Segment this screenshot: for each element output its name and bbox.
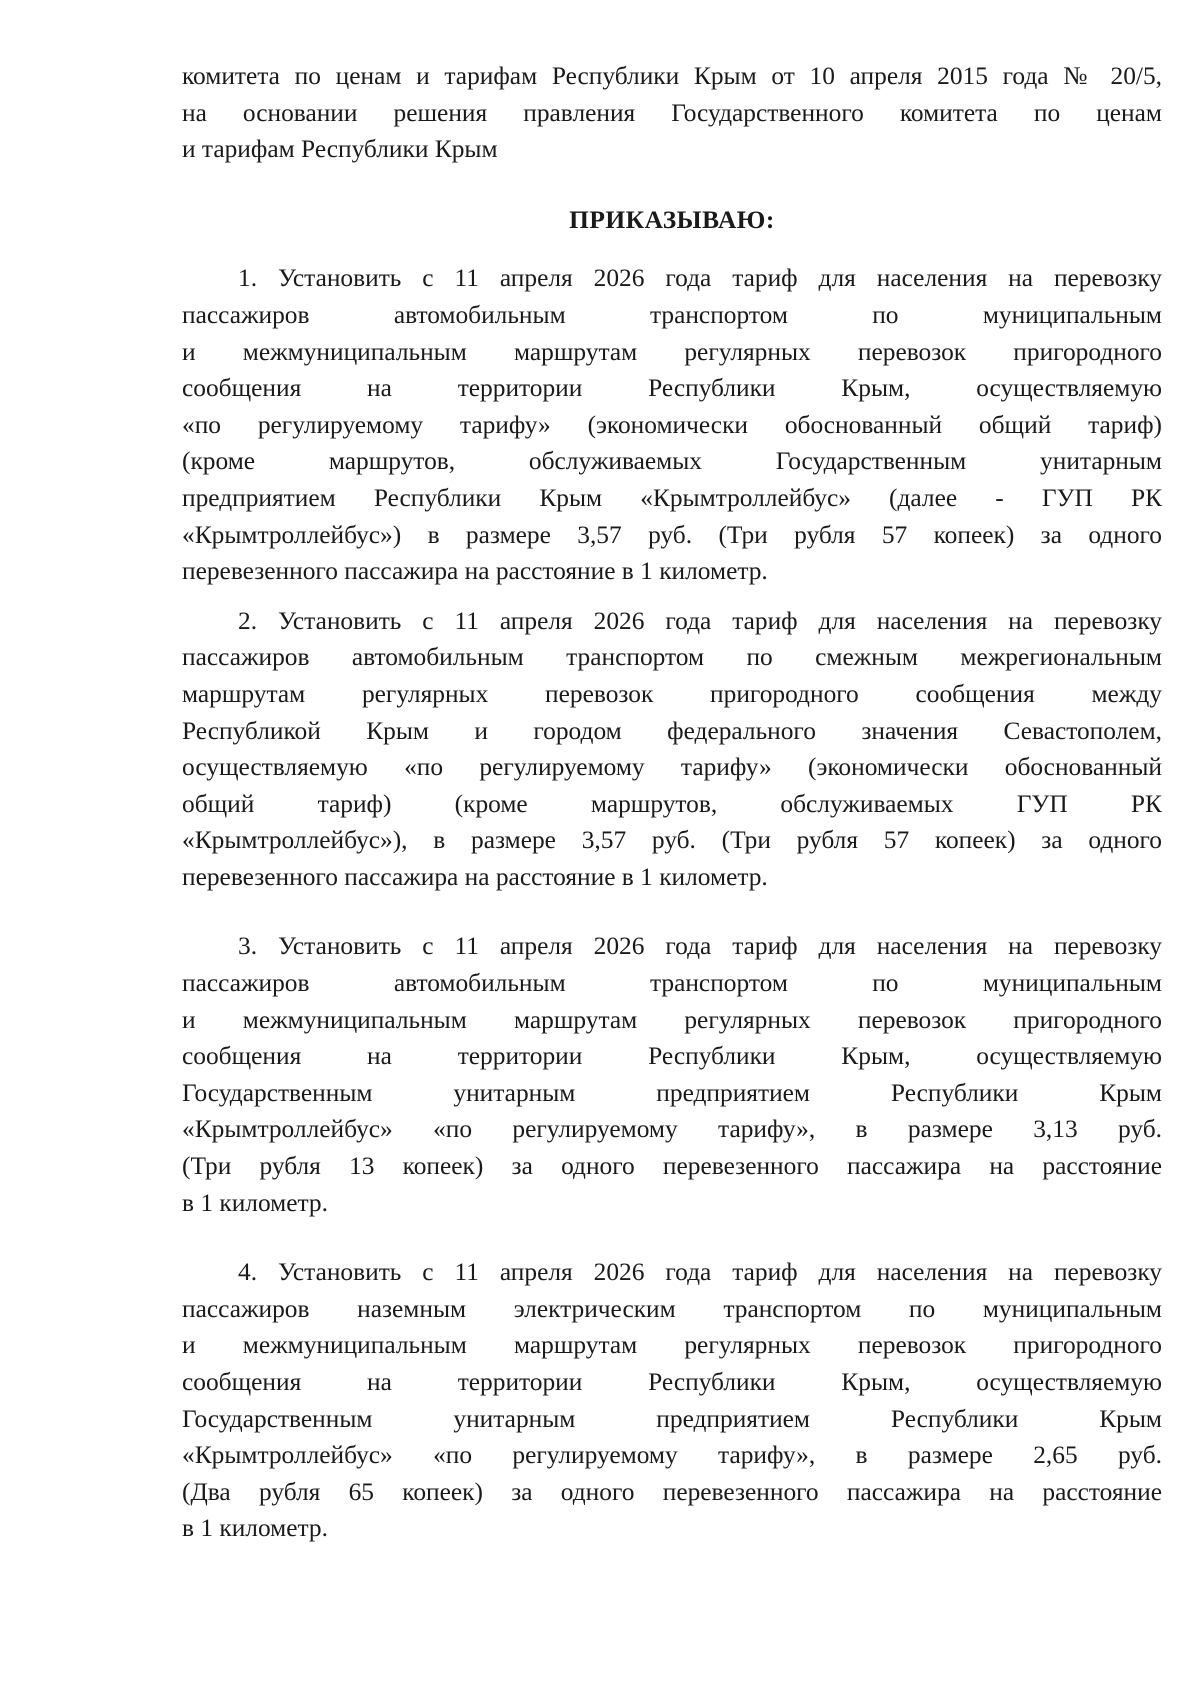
text-line: в 1 километр. xyxy=(182,1188,328,1217)
text-line: «Крымтроллейбус» «по регулируемому тарифу», в размере 2,65 руб. xyxy=(182,1441,1162,1470)
text-line: «Крымтроллейбус»), в размере 3,57 руб. (Три рубля 57 копеек) за одного xyxy=(182,826,1162,855)
text-line: на основании решения правления Государственного комитета по ценам xyxy=(182,98,1162,127)
text-line: пассажиров автомобильным транспортом по смежным межрегиональным xyxy=(182,643,1162,672)
text-line: «Крымтроллейбус») в размере 3,57 руб. (Три рубля 57 копеек) за одного xyxy=(182,520,1162,549)
text-line: «Крымтроллейбус» «по регулируемому тарифу», в размере 3,13 руб. xyxy=(182,1115,1162,1144)
item-paragraph-1 xyxy=(182,260,1162,589)
text-line: 3. Установить с 11 апреля 2026 года тариф для населения на перевозку xyxy=(238,932,1162,961)
item-paragraph-2 xyxy=(182,603,1162,896)
text-line: Государственным унитарным предприятием Республики Крым xyxy=(182,1078,1162,1107)
text-line: сообщения на территории Республики Крым, осуществляемую xyxy=(182,1368,1162,1396)
text-line: предприятием Республики Крым «Крымтроллейбус» (далее - ГУП РК xyxy=(182,483,1162,512)
text-line: 2. Установить с 11 апреля 2026 года тариф для населения на перевозку xyxy=(238,606,1162,635)
text-line: 4. Установить с 11 апреля 2026 года тариф для населения на перевозку xyxy=(238,1258,1162,1287)
text-line: перевезенного пассажира на расстояние в 1 километр. xyxy=(182,862,768,891)
text-line: в 1 километр. xyxy=(182,1514,328,1543)
item-paragraph-3 xyxy=(182,928,1162,1221)
order-heading: ПРИКАЗЫВАЮ: xyxy=(569,205,775,234)
text-line: сообщения на территории Республики Крым, осуществляемую xyxy=(182,374,1162,403)
text-line: маршрутам регулярных перевозок пригородного сообщения между xyxy=(182,679,1162,708)
text-line: 1. Установить с 11 апреля 2026 года тариф для населения на перевозку xyxy=(238,264,1162,293)
text-line: перевезенного пассажира на расстояние в 1 километр. xyxy=(182,557,768,586)
text-line: сообщения на территории Республики Крым, осуществляемую xyxy=(182,1042,1162,1071)
text-line: и тарифам Республики Крым xyxy=(182,135,498,164)
text-line: Государственным унитарным предприятием Республики Крым xyxy=(182,1404,1162,1433)
text-line: и межмуниципальным маршрутам регулярных перевозок пригородного xyxy=(182,1005,1162,1034)
text-line: комитета по ценам и тарифам Республики Крым от 10 апреля 2015 года № 20/5, xyxy=(182,62,1162,90)
text-line: Республикой Крым и городом федерального значения Севастополем, xyxy=(182,716,1162,745)
text-line: «по регулируемому тарифу» (экономически обоснованный общий тариф) xyxy=(182,410,1162,439)
text-line: осуществляемую «по регулируемому тарифу» (экономически обоснованный xyxy=(182,753,1162,782)
text-line: (Три рубля 13 копеек) за одного перевезенного пассажира на расстояние xyxy=(182,1152,1162,1181)
intro-paragraph xyxy=(182,58,1162,168)
text-line: пассажиров автомобильным транспортом по муниципальным xyxy=(182,969,1162,998)
text-line: (Два рубля 65 копеек) за одного перевезенного пассажира на расстояние xyxy=(182,1477,1162,1506)
document-page xyxy=(182,58,1162,1547)
item-paragraph-4 xyxy=(182,1254,1162,1547)
text-line: пассажиров автомобильным транспортом по муниципальным xyxy=(182,300,1162,329)
text-line: и межмуниципальным маршрутам регулярных перевозок пригородного xyxy=(182,337,1162,366)
text-line: (кроме маршрутов, обслуживаемых Государственным унитарным xyxy=(182,447,1162,476)
text-line: общий тариф) (кроме маршрутов, обслуживаемых ГУП РК xyxy=(182,789,1162,818)
text-line: и межмуниципальным маршрутам регулярных перевозок пригородного xyxy=(182,1331,1162,1360)
text-line: пассажиров наземным электрическим транспортом по муниципальным xyxy=(182,1294,1162,1323)
